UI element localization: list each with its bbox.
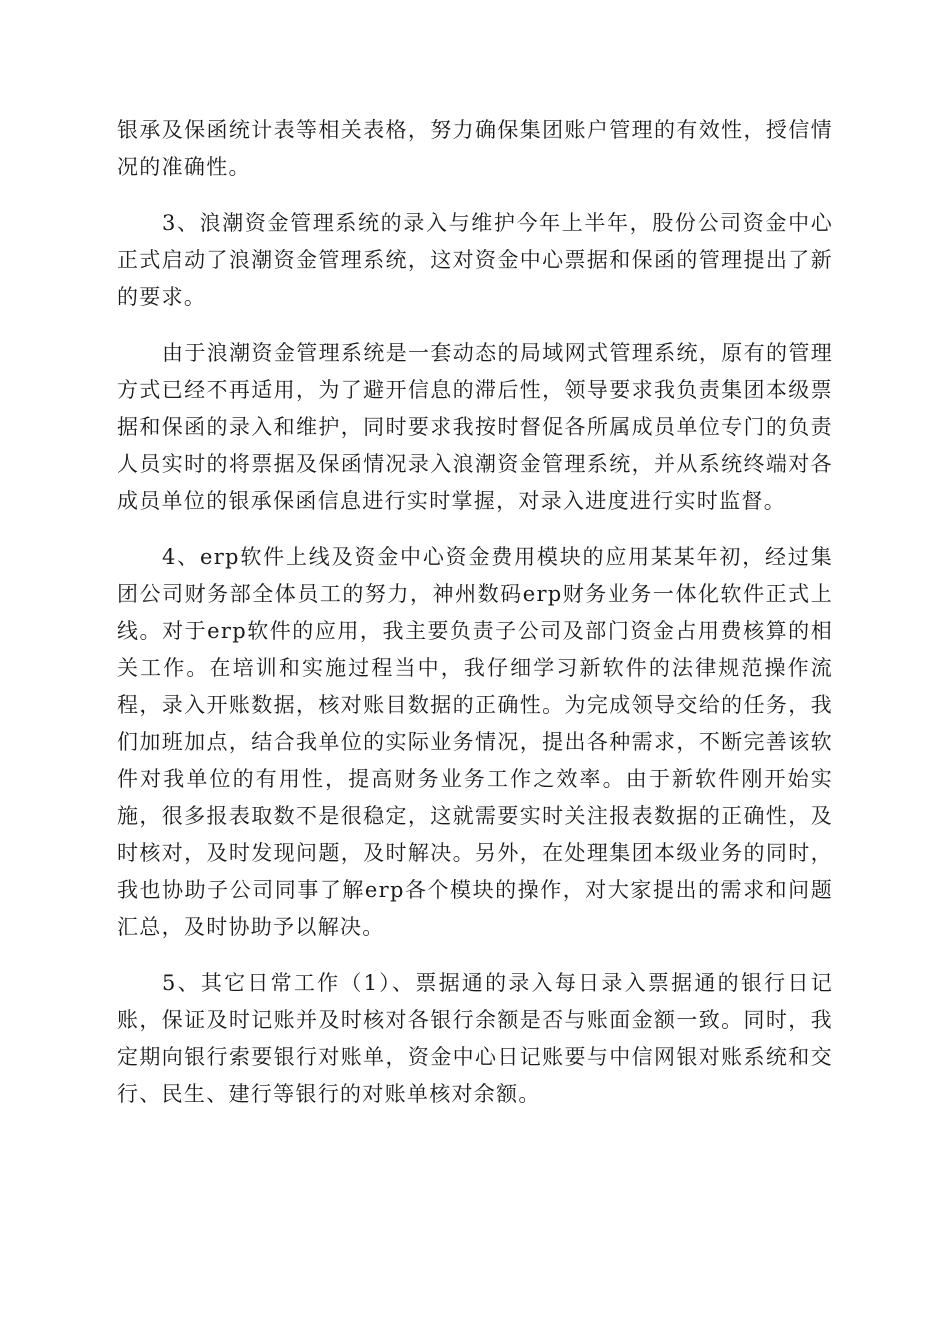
paragraph-item-3: 3、浪潮资金管理系统的录入与维护今年上半年，股份公司资金中心正式启动了浪潮资金管理系统，这对资金中心票据和保函的管理提出了新的要求。 [117,211,833,309]
paragraph-item-5: 5、其它日常工作（1）、票据通的录入每日录入票据通的银行日记账，保证及时记账并及时核对各银行余额是否与账面金额一致。同时，我定期向银行索要银行对账单，资金中心日记账要与中信网银对账系统和交行、民生、建行等银行的对账单核对余额。 [117,971,833,1106]
paragraph-continuation: 银承及保函统计表等相关表格，努力确保集团账户管理的有效性，授信情况的准确性。 [117,118,833,179]
paragraph-item-4: 4、erp软件上线及资金中心资金费用模块的应用某某年初，经过集团公司财务部全体员工的努力，神州数码erp财务业务一体化软件正式上线。对于erp软件的应用，我主要负责子公司及部门资金占用费核算的相关工作。在培训和实施过程当中，我仔细学习新软件的法律规范操作流程，录入开账数据，核对账目数据的正确性。为完成领导交给的任务，我们加班加点，结合我单位的实际业务情况，提出各种需求，不断完善该软件对我单位的有用性，提高财务业务工作之效率。由于新软件刚开始实施，很多报表取数不是很稳定，这就需要实时关注报表数据的正确性，及时核对，及时发现问题，及时解决。另外，在处理集团本级业务的同时，我也协助子公司同事了解erp各个模块的操作，对大家提出的需求和问题汇总，及时协助予以解决。 [117,545,833,939]
document-body [117,112,833,1132]
paragraph-item-3-detail: 由于浪潮资金管理系统是一套动态的局域网式管理系统，原有的管理方式已经不再适用，为了避开信息的滞后性，领导要求我负责集团本级票据和保函的录入和维护，同时要求我按时督促各所属成员单位专门的负责人员实时的将票据及保函情况录入浪潮资金管理系统，并从系统终端对各成员单位的银承保函信息进行实时掌握，对录入进度进行实时监督。 [117,341,833,513]
